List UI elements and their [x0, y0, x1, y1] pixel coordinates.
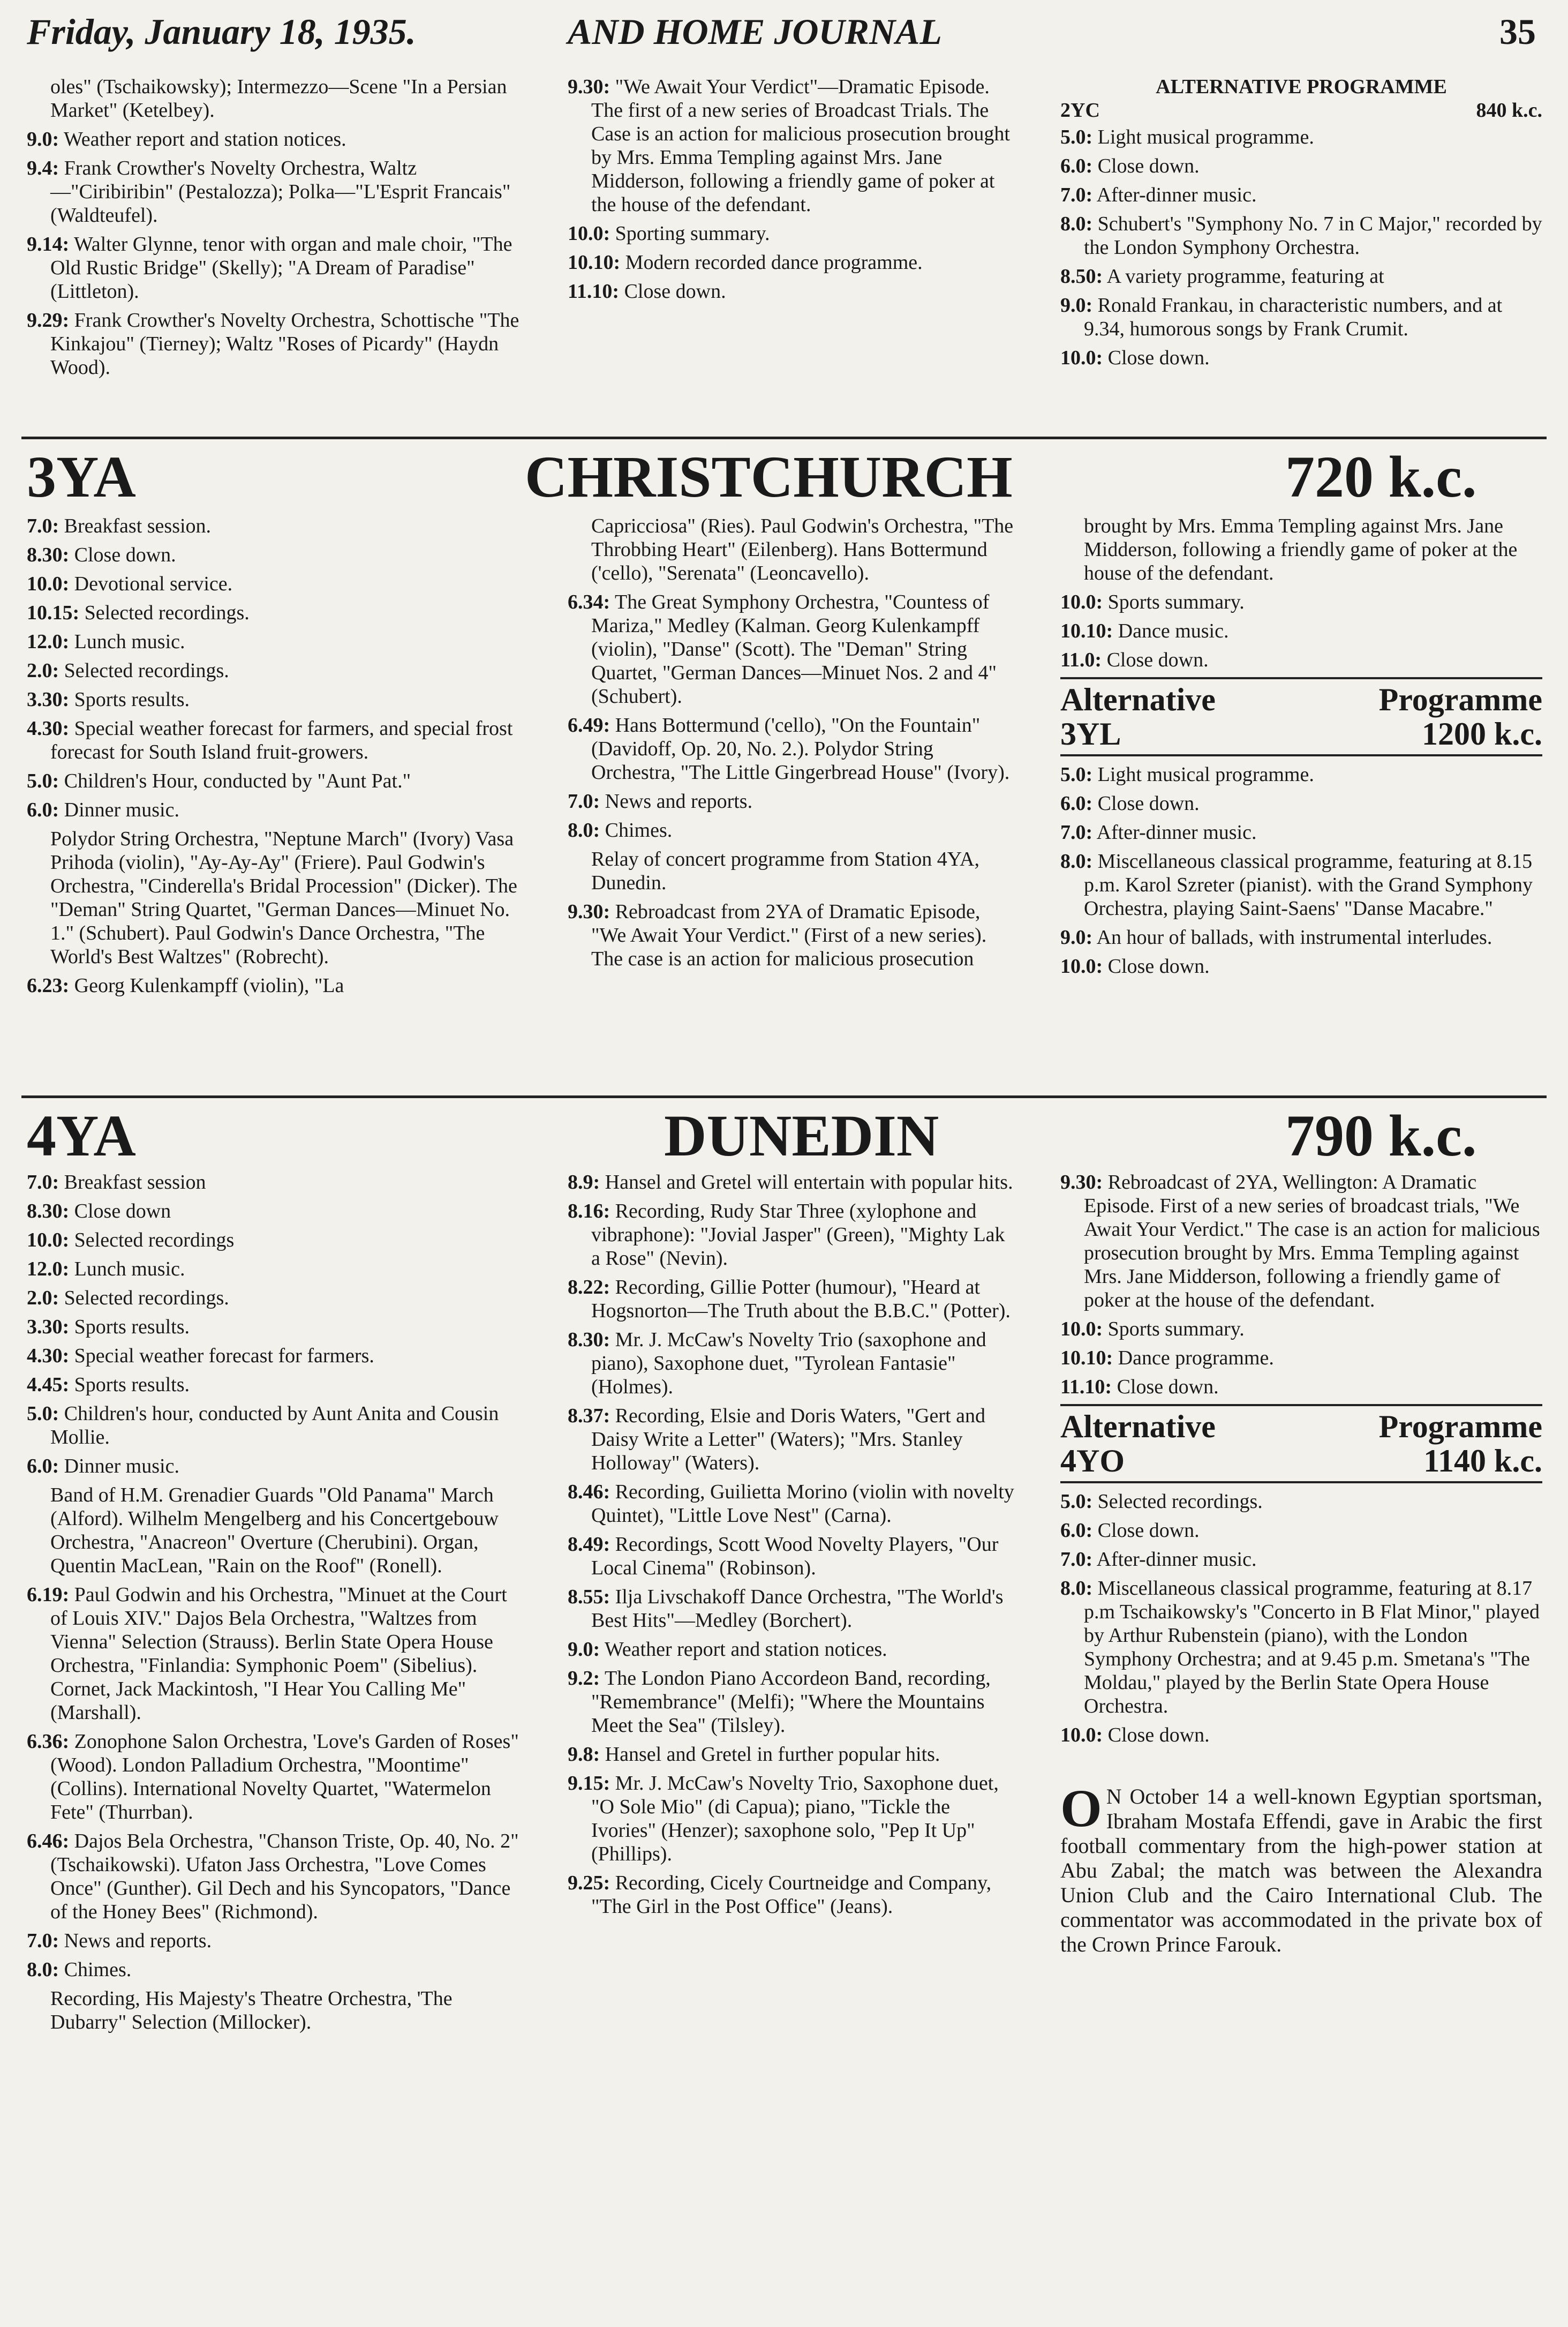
programme-time: 7.0:	[1060, 1548, 1093, 1571]
programme-text: Close down.	[1107, 347, 1210, 369]
programme-entry	[27, 601, 525, 625]
top-col1	[27, 75, 525, 385]
header-date: Friday, January 18, 1935.	[27, 11, 416, 52]
programme-entry	[27, 127, 525, 151]
programme-time: 2.0:	[27, 1287, 59, 1309]
programme-entry	[1060, 850, 1542, 920]
programme-text: Miscellaneous classical programme, featuring at 8.15 p.m. Karol Szreter (pianist). with the Grand Symphony Orchestra, playing Saint-Saens' "Danse Macabre."	[1084, 850, 1533, 920]
programme-time: 3.30:	[27, 688, 70, 711]
programme-entry	[27, 1373, 525, 1397]
programme-text: Close down.	[1097, 792, 1200, 815]
programme-text: Ilja Livschakoff Dance Orchestra, "The World's Best Hits"—Medley (Borchert).	[591, 1586, 1004, 1632]
alt-station-3yl: 3YL	[1060, 716, 1121, 752]
programme-time: 9.2:	[568, 1667, 600, 1690]
programme-entry	[1060, 926, 1542, 949]
programme-entry	[568, 819, 1017, 842]
programme-text: Band of H.M. Grenadier Guards "Old Panama" March (Alford). Wilhelm Mengelberg and his Concertgebouw Orchestra, "Anacreon" Overture (Cherubini). Organ, Quentin MacLean, "Rain on the Roof" (Ronell).	[50, 1484, 499, 1577]
alt-freq-3yl: 1200 k.c.	[1422, 716, 1542, 752]
top-col3	[1060, 75, 1542, 375]
programme-entry	[568, 1585, 1017, 1632]
station-call-4ya: 4YA	[27, 1103, 136, 1168]
top-col2	[568, 75, 1017, 309]
programme-entry	[1060, 590, 1542, 614]
station-freq-3ya: 720 k.c.	[1285, 444, 1477, 509]
programme-text: Children's hour, conducted by Aunt Anita and Cousin Mollie.	[50, 1402, 499, 1448]
programme-time: 10.15:	[27, 602, 80, 624]
programme-time: 8.0:	[1060, 213, 1093, 235]
programme-entry	[27, 1170, 525, 1194]
programme-entry	[568, 590, 1017, 708]
programme-entry	[27, 1583, 525, 1724]
programme-text: Close down.	[1106, 649, 1209, 671]
programme-time: 9.8:	[568, 1743, 600, 1766]
programme-time: 8.16:	[568, 1200, 610, 1222]
s4-alt-list	[1060, 1490, 1542, 1747]
alt-programme: Programme	[1378, 682, 1542, 717]
programme-time: 9.15:	[568, 1772, 610, 1795]
programme-time: 10.10:	[1060, 620, 1113, 642]
programme-entry	[27, 309, 525, 379]
programme-time: 5.0:	[1060, 763, 1093, 786]
programme-time: 7.0:	[27, 515, 59, 537]
programme-entry	[27, 1315, 525, 1339]
programme-entry	[27, 232, 525, 303]
programme-text: Close down.	[1107, 1724, 1210, 1746]
programme-entry	[568, 1404, 1017, 1475]
s3-col3	[1060, 514, 1542, 984]
programme-entry	[1060, 1577, 1542, 1718]
programme-entry	[1060, 619, 1542, 643]
programme-entry	[27, 75, 525, 122]
programme-entry	[568, 280, 1017, 303]
programme-text: Selected recordings.	[64, 1287, 229, 1309]
programme-text: Dance music.	[1118, 620, 1229, 642]
programme-text: Close down	[74, 1200, 171, 1222]
programme-entry	[27, 1483, 525, 1578]
programme-entry	[1060, 1490, 1542, 1513]
programme-time: 3.30:	[27, 1316, 70, 1338]
programme-entry	[568, 714, 1017, 784]
programme-entry	[1060, 821, 1542, 844]
programme-text: Close down.	[1097, 1519, 1200, 1542]
programme-text: After-dinner music.	[1096, 1548, 1257, 1571]
programme-time: 6.46:	[27, 1830, 70, 1852]
programme-time: 4.45:	[27, 1373, 70, 1396]
programme-time: 10.0:	[1060, 1318, 1103, 1340]
programme-text: Recording, His Majesty's Theatre Orchestra, 'The Dubarry" Selection (Millocker).	[50, 1987, 453, 2033]
programme-text: Miscellaneous classical programme, featuring at 8.17 p.m Tschaikowsky's "Concerto in B Flat Minor," played by Arthur Rubenstein (piano), with the London Symphony Orchestra; and at 9.45 p.m. Smetana's "The Moldau," played by the Berlin State Opera House Orchestra.	[1084, 1577, 1540, 1717]
programme-entry	[27, 1344, 525, 1368]
programme-time: 6.49:	[568, 714, 610, 737]
programme-time: 8.46:	[568, 1481, 610, 1503]
programme-text: Modern recorded dance programme.	[625, 251, 923, 274]
programme-entry	[27, 1730, 525, 1824]
programme-entry	[1060, 1548, 1542, 1571]
programme-entry	[1060, 1375, 1542, 1399]
programme-entry	[27, 1228, 525, 1252]
programme-entry	[1060, 955, 1542, 978]
programme-time: 9.14:	[27, 233, 70, 256]
programme-entry	[27, 1987, 525, 2034]
section-divider	[21, 1095, 1547, 1098]
programme-text: Selected recordings	[74, 1229, 235, 1251]
programme-text: Sports results.	[74, 1316, 190, 1338]
programme-entry	[1060, 792, 1542, 815]
programme-entry	[568, 1743, 1017, 1766]
programme-entry	[568, 222, 1017, 245]
station-city-christchurch: CHRISTCHURCH	[525, 444, 1013, 509]
programme-entry	[1060, 154, 1542, 178]
programme-entry	[27, 1286, 525, 1310]
programme-time: 8.37:	[568, 1405, 610, 1427]
programme-entry	[568, 900, 1017, 971]
programme-entry	[27, 769, 525, 793]
programme-time: 7.0:	[568, 790, 600, 813]
programme-time: 6.34:	[568, 591, 610, 613]
programme-text: Chimes.	[605, 819, 673, 842]
programme-text: Special weather forecast for farmers.	[74, 1345, 374, 1367]
programme-entry	[568, 1533, 1017, 1580]
top-col3-list	[1060, 125, 1542, 370]
programme-text: Selected recordings.	[1097, 1490, 1263, 1513]
programme-entry	[568, 514, 1017, 585]
programme-text: Schubert's "Symphony No. 7 in C Major," recorded by the London Symphony Orchestra.	[1084, 213, 1542, 259]
programme-text: brought by Mrs. Emma Templing against Mrs. Jane Midderson, following a friendly game of poker at the house of the defendant.	[1084, 515, 1518, 584]
alt-label: Alternative	[1060, 1409, 1216, 1444]
programme-time: 4.30:	[27, 717, 70, 740]
programme-entry	[27, 514, 525, 538]
programme-time: 10.10:	[568, 251, 621, 274]
programme-text: Hans Bottermund ('cello), "On the Fountain" (Davidoff, Op. 20, No. 2.). Polydor String Orchestra, "The Little Gingerbread House" (Ivory).	[591, 714, 1010, 784]
programme-time: 11.10:	[1060, 1376, 1112, 1398]
programme-entry	[568, 1170, 1017, 1194]
programme-text: Chimes.	[64, 1958, 132, 1981]
programme-text: Hansel and Gretel in further popular hits.	[605, 1743, 940, 1766]
programme-time: 9.4:	[27, 157, 59, 179]
programme-entry	[27, 156, 525, 227]
alt-box-3yl	[1060, 677, 1542, 756]
programme-entry	[568, 1328, 1017, 1399]
s3-alt-list	[1060, 763, 1542, 978]
programme-text: News and reports.	[605, 790, 753, 813]
programme-entry	[27, 630, 525, 654]
programme-entry	[27, 1199, 525, 1223]
programme-time: 7.0:	[1060, 821, 1093, 844]
alt-box-4yo	[1060, 1404, 1542, 1483]
programme-time: 8.50:	[1060, 265, 1103, 288]
programme-text: Close down.	[74, 544, 176, 566]
s4-col1	[27, 1170, 525, 2039]
station-city-dunedin: DUNEDIN	[664, 1103, 939, 1168]
programme-text: Recording, Cicely Courtneidge and Company, "The Girl in the Post Office" (Jeans).	[591, 1872, 992, 1918]
programme-entry	[568, 1275, 1017, 1323]
programme-entry	[27, 1929, 525, 1953]
programme-text: Sports results.	[74, 1373, 190, 1396]
programme-text: Light musical programme.	[1097, 763, 1314, 786]
programme-text: Dinner music.	[64, 1455, 179, 1477]
programme-time: 10.0:	[1060, 1724, 1103, 1746]
alt-freq-4yo: 1140 k.c.	[1423, 1443, 1542, 1478]
s4-col2	[568, 1170, 1017, 1924]
programme-entry	[1060, 265, 1542, 288]
programme-text: Recordings, Scott Wood Novelty Players, "Our Local Cinema" (Robinson).	[591, 1533, 999, 1579]
programme-text: Polydor String Orchestra, "Neptune March" (Ivory) Vasa Prihoda (violin), "Ay-Ay-Ay" (Friere). Paul Godwin's Orchestra, "Cinderella's Bridal Procession" (Dicker). The "Deman" String Quartet, "German Dances—Minuet No. 1." (Schubert). Paul Godwin's Dance Orchestra, "The World's Best Waltzes" (Robrecht).	[50, 828, 517, 968]
programme-entry	[568, 1480, 1017, 1527]
programme-text: Sports results.	[74, 688, 190, 711]
programme-time: 8.0:	[1060, 850, 1093, 873]
programme-time: 6.0:	[1060, 1519, 1093, 1542]
programme-text: Georg Kulenkampff (violin), "La	[74, 974, 344, 997]
programme-time: 9.30:	[568, 900, 610, 923]
programme-text: An hour of ballads, with instrumental interludes.	[1096, 926, 1492, 949]
programme-entry	[27, 717, 525, 764]
programme-entry	[568, 75, 1017, 216]
alt-freq-2yc: 840 k.c.	[1476, 99, 1542, 122]
programme-time: 9.29:	[27, 309, 70, 332]
programme-time: 8.22:	[568, 1276, 610, 1298]
programme-text: Weather report and station notices.	[604, 1638, 887, 1661]
programme-time: 6.0:	[27, 1455, 59, 1477]
station-freq-4ya: 790 k.c.	[1285, 1103, 1477, 1168]
programme-text: Frank Crowther's Novelty Orchestra, Schottische "The Kinkajou" (Tierney); Waltz "Roses of Picardy" (Haydn Wood).	[50, 309, 519, 379]
page-number: 35	[1499, 11, 1536, 52]
programme-entry	[27, 827, 525, 969]
programme-time: 10.0:	[27, 1229, 70, 1251]
alt-programme-title: ALTERNATIVE PROGRAMME	[1156, 76, 1447, 98]
programme-text: oles" (Tschaikowsky); Intermezzo—Scene "In a Persian Market" (Ketelbey).	[50, 76, 507, 122]
programme-text: Close down.	[1117, 1376, 1219, 1398]
programme-entry	[1060, 1519, 1542, 1542]
programme-entry	[27, 974, 525, 997]
programme-entry	[1060, 514, 1542, 585]
programme-time: 5.0:	[27, 770, 59, 792]
programme-time: 9.30:	[1060, 1171, 1103, 1193]
programme-text: Dajos Bela Orchestra, "Chanson Triste, Op. 40, No. 2" (Tschaikowski). Ufaton Jass Orchestra, "Love Comes Once" (Gunther). Gil Dech and his Syncopators, "Dance of the Honey Bees" (Richmond).	[50, 1830, 519, 1923]
programme-time: 7.0:	[1060, 184, 1093, 206]
programme-time: 5.0:	[1060, 1490, 1093, 1513]
station-call-3ya: 3YA	[27, 444, 136, 509]
programme-text: Sports summary.	[1107, 1318, 1245, 1340]
programme-text: Children's Hour, conducted by "Aunt Pat."	[64, 770, 411, 792]
drop-cap: O	[1060, 1778, 1102, 1838]
programme-time: 5.0:	[1060, 126, 1093, 148]
programme-entry	[1060, 1317, 1542, 1341]
programme-text: Devotional service.	[74, 573, 233, 595]
programme-text: Lunch music.	[74, 630, 185, 653]
programme-time: 7.0:	[27, 1930, 59, 1952]
programme-entry	[1060, 763, 1542, 786]
alt-programme: Programme	[1378, 1409, 1542, 1444]
programme-text: A variety programme, featuring at	[1106, 265, 1384, 288]
programme-time: 2.0:	[27, 659, 59, 682]
programme-text: Special weather forecast for farmers, and special frost forecast for South Island fruit-growers.	[50, 717, 513, 763]
programme-time: 7.0:	[27, 1171, 59, 1193]
programme-text: After-dinner music.	[1096, 184, 1257, 206]
programme-entry	[568, 1667, 1017, 1737]
programme-time: 8.55:	[568, 1586, 610, 1608]
programme-time: 8.30:	[27, 1200, 70, 1222]
programme-time: 12.0:	[27, 1258, 70, 1280]
programme-time: 8.0:	[568, 819, 600, 842]
programme-time: 10.0:	[27, 573, 70, 595]
programme-text: Breakfast session	[64, 1171, 206, 1193]
programme-text: News and reports.	[64, 1930, 212, 1952]
programme-entry	[568, 790, 1017, 813]
programme-text: Selected recordings.	[64, 659, 229, 682]
programme-text: Recording, Gillie Potter (humour), "Heard at Hogsnorton—The Truth about the B.B.C." (Potter).	[591, 1276, 1011, 1322]
programme-time: 4.30:	[27, 1345, 70, 1367]
programme-text: Paul Godwin and his Orchestra, "Minuet at the Court of Louis XIV." Dajos Bela Orchestra, "Waltzes from Vienna" Selection (Strauss). Berlin State Opera House Orchestra, "Finlandia: Symphonic Poem" (Sibelius). Cornet, Jack Mackintosh, "I Hear You Calling Me" (Marshall).	[50, 1583, 507, 1724]
programme-text: Zonophone Salon Orchestra, 'Love's Garden of Roses" (Wood). London Palladium Orchestra, "Moontime" (Collins). International Novelty Quartet, "Watermelon Fete" (Thurrban).	[50, 1730, 519, 1823]
programme-entry	[1060, 212, 1542, 259]
s3-col2	[568, 514, 1017, 976]
programme-text: Rebroadcast of 2YA, Wellington: A Dramatic Episode. First of a new series of broadcast trials, "We Await Your Verdict." The case is an action for malicious prosecution brought by Mrs. Emma Templing against Mrs. Jane Midderson, following a friendly game of poker at the house of the defendant.	[1084, 1171, 1540, 1311]
programme-entry	[568, 847, 1017, 895]
programme-text: Rebroadcast from 2YA of Dramatic Episode, "We Await Your Verdict." (First of a new series). The case is an action for malicious prosecution	[591, 900, 987, 970]
programme-text: Mr. J. McCaw's Novelty Trio (saxophone and piano), Saxophone duet, "Tyrolean Fantasie" (Holmes).	[591, 1328, 986, 1398]
programme-time: 8.0:	[27, 1958, 59, 1981]
programme-time: 9.25:	[568, 1872, 610, 1894]
programme-entry	[27, 572, 525, 596]
programme-text: Frank Crowther's Novelty Orchestra, Waltz—"Ciribiribin" (Pestalozza); Polka—"L'Esprit Francais" (Waldteufel).	[50, 157, 511, 227]
programme-text: Walter Glynne, tenor with organ and male choir, "The Old Rustic Bridge" (Skelly); "A Dream of Paradise" (Littleton).	[50, 233, 512, 303]
programme-text: The Great Symphony Orchestra, "Countess of Mariza," Medley (Kalman. Georg Kulenkampff (violin), "Danse" (Scott). The "Deman" String Quartet, "German Dances—Minuet Nos. 2 and 4" (Schubert).	[591, 591, 997, 708]
s4-col3	[1060, 1170, 1542, 1957]
programme-time: 6.19:	[27, 1583, 70, 1606]
programme-text: Mr. J. McCaw's Novelty Trio, Saxophone duet, "O Sole Mio" (di Capua); piano, "Tickle the Ivories" (Henzer); saxophone solo, "Pep It Up" (Phillips).	[591, 1772, 999, 1865]
programme-entry	[1060, 125, 1542, 149]
programme-time: 10.0:	[568, 222, 610, 245]
programme-time: 6.0:	[27, 799, 59, 821]
programme-time: 9.0:	[27, 128, 59, 151]
programme-text: Ronald Frankau, in characteristic numbers, and at 9.34, humorous songs by Frank Crumit.	[1084, 294, 1503, 340]
alt-station-2yc: 2YC	[1060, 99, 1100, 122]
programme-time: 6.36:	[27, 1730, 70, 1753]
s3-col1	[27, 514, 525, 1003]
programme-entry	[27, 688, 525, 711]
alt-label: Alternative	[1060, 682, 1216, 717]
programme-text: Close down.	[1097, 155, 1200, 177]
programme-time: 6.23:	[27, 974, 70, 997]
programme-entry	[1060, 1170, 1542, 1312]
programme-entry	[1060, 294, 1542, 341]
programme-time: 10.10:	[1060, 1347, 1113, 1369]
programme-time: 8.49:	[568, 1533, 610, 1556]
programme-text: Close down.	[624, 280, 726, 303]
programme-time: 10.0:	[1060, 591, 1103, 613]
programme-entry	[568, 1771, 1017, 1866]
programme-time: 6.0:	[1060, 792, 1093, 815]
programme-entry	[1060, 648, 1542, 672]
programme-entry	[568, 251, 1017, 274]
news-text: N October 14 a well-known Egyptian sportsman, Ibraham Mostafa Effendi, gave in Arabic the first football commentary from the high-power station at Abu Zabal; the match was between the Alexandra Union Club and the Cairo International Club. The commentator was accommodated in the private box of the Crown Prince Farouk.	[1060, 1784, 1542, 1956]
programme-entry	[27, 543, 525, 567]
programme-entry	[568, 1871, 1017, 1918]
programme-text: Sporting summary.	[615, 222, 770, 245]
header-journal-title: AND HOME JOURNAL	[568, 11, 942, 52]
programme-entry	[1060, 1723, 1542, 1747]
programme-time: 10.0:	[1060, 955, 1103, 978]
programme-entry	[568, 1199, 1017, 1270]
programme-text: Light musical programme.	[1097, 126, 1314, 148]
programme-text: Dinner music.	[64, 799, 179, 821]
programme-text: Relay of concert programme from Station 4YA, Dunedin.	[591, 848, 979, 894]
programme-time: 12.0:	[27, 630, 70, 653]
programme-entry	[568, 1638, 1017, 1661]
programme-text: Recording, Elsie and Doris Waters, "Gert and Daisy Write a Letter" (Waters); "Mrs. Stanley Holloway" (Waters).	[591, 1405, 986, 1474]
programme-time: 5.0:	[27, 1402, 59, 1425]
programme-time: 10.0:	[1060, 347, 1103, 369]
programme-time: 11.0:	[1060, 649, 1102, 671]
programme-time: 9.0:	[568, 1638, 600, 1661]
s3-col3-list	[1060, 514, 1542, 672]
programme-entry	[27, 1958, 525, 1981]
programme-entry	[27, 798, 525, 822]
programme-text: Recording, Rudy Star Three (xylophone and vibraphone): "Jovial Jasper" (Green), "Mighty Lak a Rose" (Nevin).	[591, 1200, 1005, 1270]
alt-station-4yo: 4YO	[1060, 1443, 1125, 1478]
programme-text: Lunch music.	[74, 1258, 185, 1280]
programme-time: 9.0:	[1060, 294, 1093, 317]
news-item-egypt	[1060, 1778, 1542, 1957]
programme-entry	[27, 1402, 525, 1449]
programme-text: After-dinner music.	[1096, 821, 1257, 844]
programme-text: Weather report and station notices.	[63, 128, 346, 151]
programme-entry	[27, 1829, 525, 1924]
programme-text: Hansel and Gretel will entertain with popular hits.	[605, 1171, 1013, 1193]
programme-text: Breakfast session.	[64, 515, 212, 537]
programme-time: 8.9:	[568, 1171, 600, 1193]
programme-text: Sports summary.	[1107, 591, 1245, 613]
programme-entry	[1060, 183, 1542, 207]
programme-entry	[1060, 346, 1542, 370]
programme-time: 11.10:	[568, 280, 620, 303]
programme-time: 6.0:	[1060, 155, 1093, 177]
programme-entry	[27, 659, 525, 682]
programme-text: "We Await Your Verdict"—Dramatic Episode. The first of a new series of Broadcast Trials. The Case is an action for malicious prosecution brought by Mrs. Emma Templing against Mrs. Jane Midderson, following a friendly game of poker at the house of the defendant.	[591, 76, 1010, 216]
programme-time: 9.0:	[1060, 926, 1093, 949]
programme-text: The London Piano Accordeon Band, recording, "Remembrance" (Melfi); "Where the Mountains Meet the Sea" (Tilsley).	[591, 1667, 991, 1737]
programme-entry	[27, 1454, 525, 1478]
programme-text: Recording, Guilietta Morino (violin with novelty Quintet), "Little Love Nest" (Carna).	[591, 1481, 1014, 1527]
programme-entry	[1060, 1346, 1542, 1370]
section-divider	[21, 437, 1547, 439]
programme-time: 8.0:	[1060, 1577, 1093, 1600]
programme-time: 9.30:	[568, 76, 610, 98]
programme-time: 8.30:	[27, 544, 70, 566]
programme-text: Selected recordings.	[84, 602, 250, 624]
programme-text: Capricciosa" (Ries). Paul Godwin's Orchestra, "The Throbbing Heart" (Eilenberg). Hans Bottermund ('cello), "Serenata" (Leoncavello).	[591, 515, 1014, 584]
programme-text: Dance programme.	[1118, 1347, 1274, 1369]
programme-text: Close down.	[1107, 955, 1210, 978]
s4-col3-list	[1060, 1170, 1542, 1399]
programme-entry	[27, 1257, 525, 1281]
programme-time: 8.30:	[568, 1328, 610, 1351]
